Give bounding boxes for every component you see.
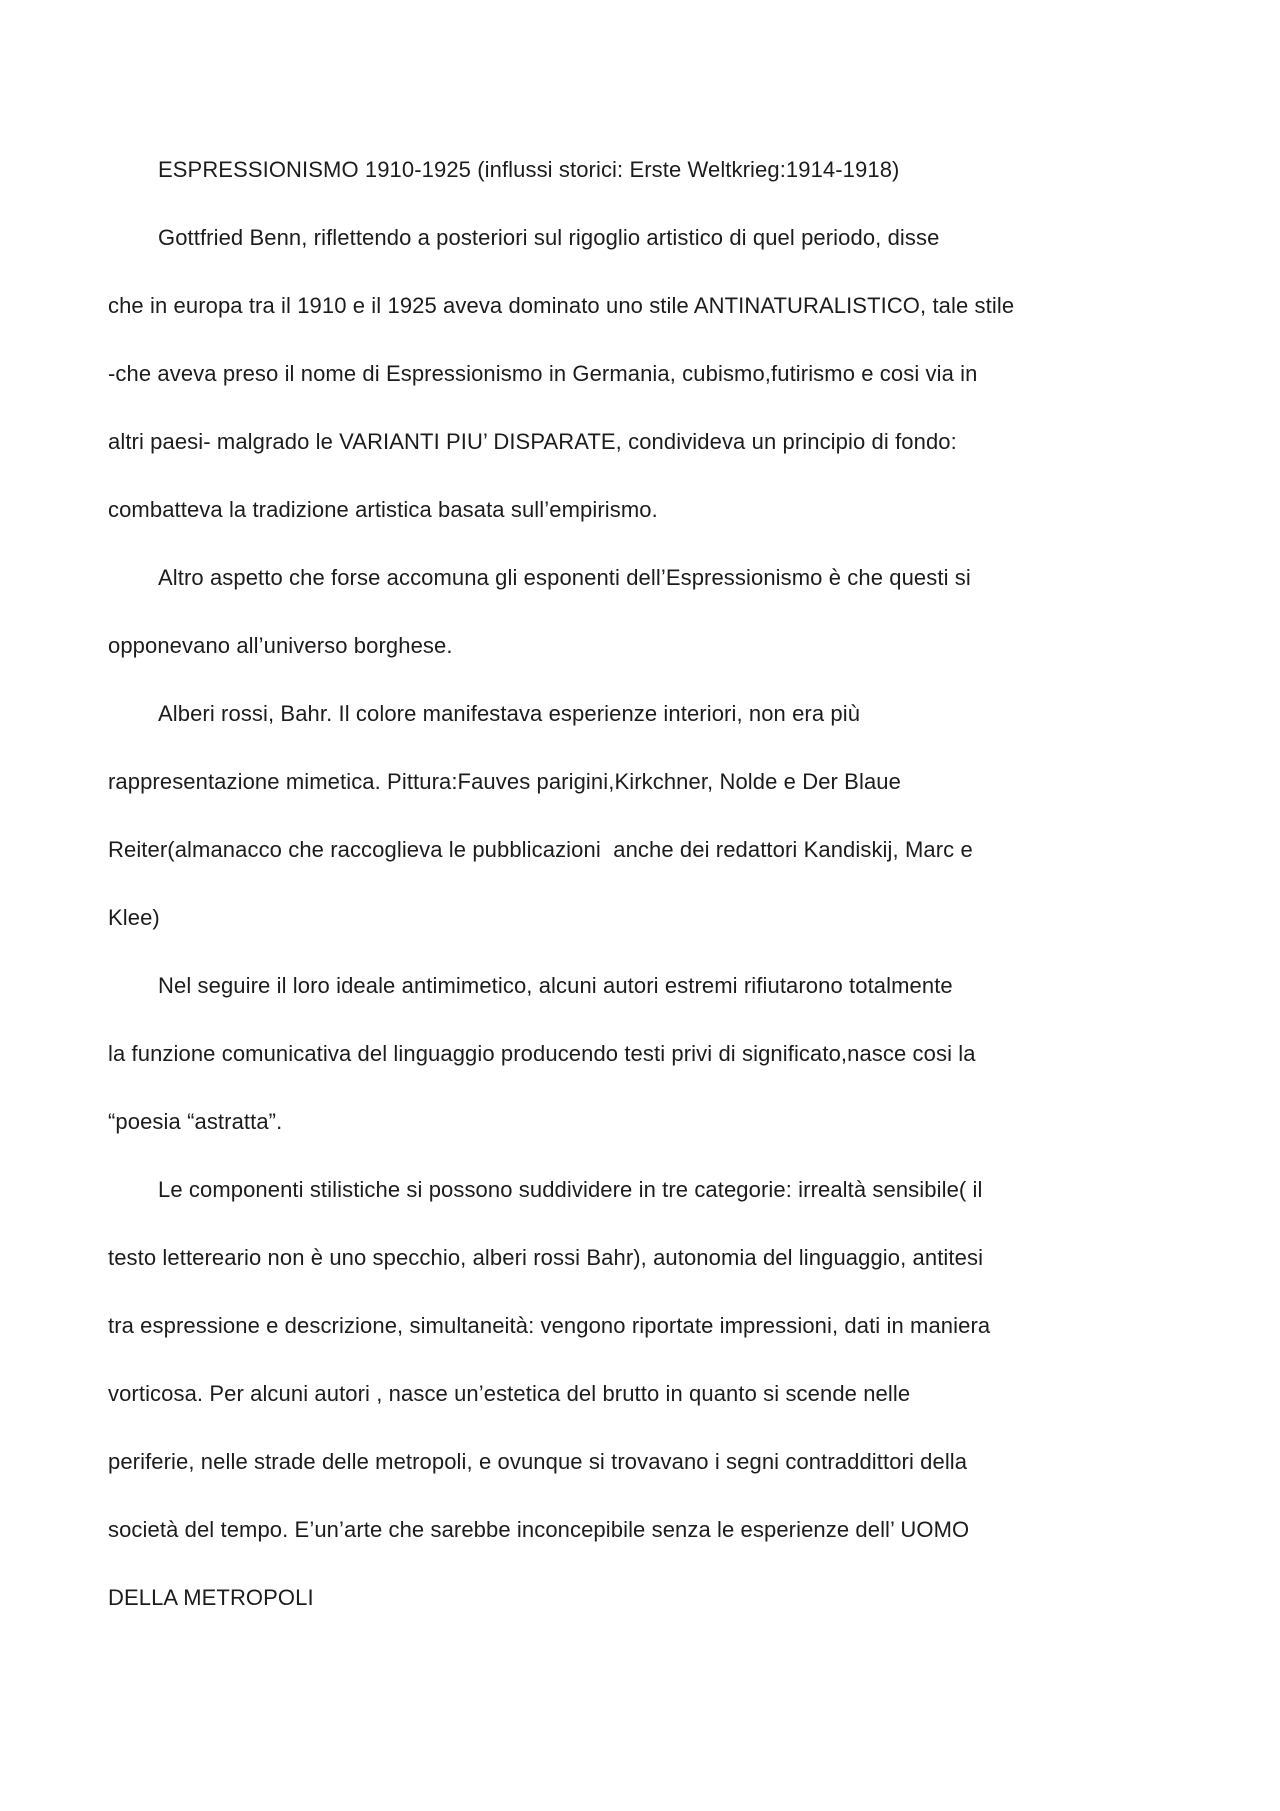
text-line: -che aveva preso il nome di Espressionismo in Germania, cubismo,futirismo e cosi via in <box>108 361 978 386</box>
text-line: società del tempo. E’un’arte che sarebbe inconcepibile senza le esperienze dell’ UOMO <box>108 1517 970 1542</box>
text-line: Klee) <box>108 905 160 930</box>
text-line: periferie, nelle strade delle metropoli, e ovunque si trovavano i segni contraddittori della <box>108 1449 968 1474</box>
text-line: “poesia “astratta”. <box>108 1109 283 1134</box>
text-line: tra espressione e descrizione, simultaneità: vengono riportate impressioni, dati in maniera <box>108 1313 991 1338</box>
text-line: Reiter(almanacco che raccoglieva le pubblicazioni anche dei redattori Kandiskij, Marc e <box>108 837 973 862</box>
text-line: Alberi rossi, Bahr. Il colore manifestava esperienze interiori, non era più <box>158 701 861 726</box>
document-text-block <box>108 136 1188 1632</box>
text-line: Gottfried Benn, riflettendo a posteriori sul rigoglio artistico di quel periodo, disse <box>158 225 940 250</box>
text-line: la funzione comunicativa del linguaggio producendo testi privi di significato,nasce cosi la <box>108 1041 976 1066</box>
text-line: che in europa tra il 1910 e il 1925 aveva dominato uno stile ANTINATURALISTICO, tale stile <box>108 293 1015 318</box>
text-line: combatteva la tradizione artistica basata sull’empirismo. <box>108 497 658 522</box>
text-line: rappresentazione mimetica. Pittura:Fauves parigini,Kirkchner, Nolde e Der Blaue <box>108 769 901 794</box>
text-line: Nel seguire il loro ideale antimimetico, alcuni autori estremi rifiutarono totalmente <box>158 973 953 998</box>
text-line: altri paesi- malgrado le VARIANTI PIU’ DISPARATE, condivideva un principio di fondo: <box>108 429 957 454</box>
text-line: Altro aspetto che forse accomuna gli esponenti dell’Espressionismo è che questi si <box>158 565 971 590</box>
text-line: DELLA METROPOLI <box>108 1585 314 1610</box>
text-line: vorticosa. Per alcuni autori , nasce un’estetica del brutto in quanto si scende nelle <box>108 1381 911 1406</box>
text-line: opponevano all’universo borghese. <box>108 633 453 658</box>
text-line: Le componenti stilistiche si possono suddividere in tre categorie: irrealtà sensibile( il <box>158 1177 983 1202</box>
text-line: ESPRESSIONISMO 1910-1925 (influssi storici: Erste Weltkrieg:1914-1918) <box>158 157 900 182</box>
text-line: testo lettereario non è uno specchio, alberi rossi Bahr), autonomia del linguaggio, antitesi <box>108 1245 984 1270</box>
